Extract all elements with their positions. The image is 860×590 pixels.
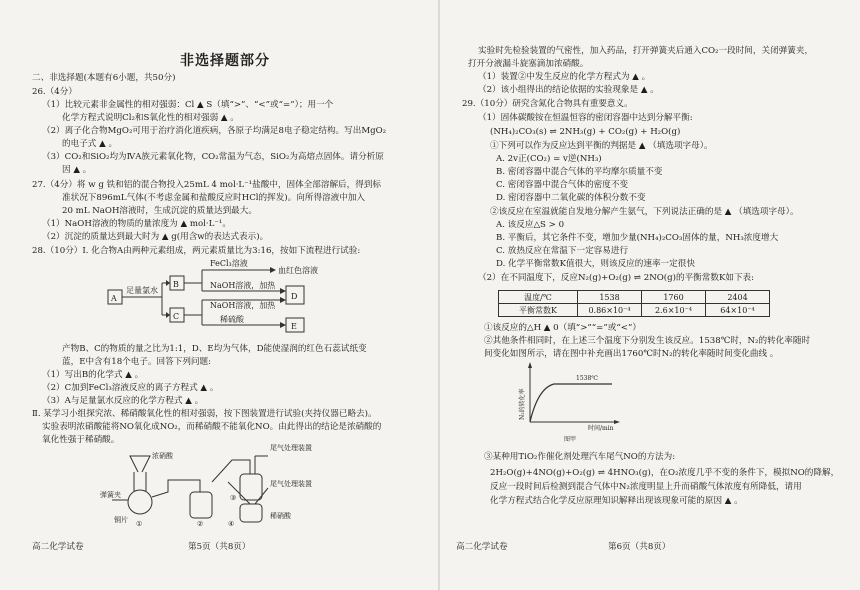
graph-xlabel: 时间/min bbox=[588, 425, 614, 432]
option-d: D. 化学平衡常数K值很大，则该反应的速率一定很快 bbox=[496, 259, 695, 269]
page-5 bbox=[20, 0, 430, 590]
table-row bbox=[499, 291, 770, 304]
text-line: （2）该小组得出的结论依据的实验现象是 ▲ 。 bbox=[478, 85, 659, 95]
footer-page: 第5页（共8页） bbox=[188, 542, 251, 552]
text-line: 化学方程式说明Cl₂和S氧化性的相对强弱 ▲ 。 bbox=[62, 113, 239, 123]
text-line: （1）写出B的化学式 ▲ 。 bbox=[42, 370, 144, 380]
table-cell: 64×10⁻⁴ bbox=[706, 304, 770, 317]
flow-B: B bbox=[173, 280, 179, 289]
text-line: （1）比较元素非金属性的相对强弱：Cl ▲ S（填“>”、“<”或“=”）；用一个 bbox=[42, 100, 334, 110]
option-b: B. 密闭容器中混合气体的平均摩尔质量不变 bbox=[496, 167, 663, 177]
text-line: ③某种用TiO₂作催化剂处理汽车尾气NO的方法为: bbox=[484, 452, 676, 462]
text-line: 20 mL NaOH溶液时，生成沉淀的质量达到最大。 bbox=[62, 206, 257, 216]
flow-A: A bbox=[111, 294, 117, 303]
table-cell: 平衡常数K bbox=[499, 304, 578, 317]
text-line: 蓝，E中含有18个电子。回答下列问题: bbox=[62, 357, 212, 367]
label-dilute-acid: 稀硝酸 bbox=[270, 512, 291, 520]
text-line: （1）装置②中发生反应的化学方程式为 ▲ 。 bbox=[478, 72, 651, 82]
option-b: B. 平衡后，其它条件不变，增加少量(NH₄)₂CO₃固体的量，NH₃浓度增大 bbox=[496, 233, 779, 243]
text-line: 产物B、C的物质的量之比为1:1，D、E均为气体，D能使湿润的红色石蕊试纸变 bbox=[62, 344, 367, 354]
table-row bbox=[499, 304, 770, 317]
text-line: 的电子式 ▲ 。 bbox=[62, 139, 118, 149]
option-c: C. 密闭容器中混合气体的密度不变 bbox=[496, 180, 629, 190]
equation: (NH₄)₂CO₃(s) ⇌ 2NH₃(g) + CO₂(g) + H₂O(g) bbox=[490, 127, 681, 137]
text-line: 打开分液漏斗旋塞滴加浓硝酸。 bbox=[468, 59, 589, 69]
graph-ylabel: N₂的转化率 bbox=[519, 388, 526, 420]
text-line: Ⅱ. 某学习小组探究浓、稀硝酸氧化性的相对强弱，按下图装置进行试验(夹持仪器已略去)。 bbox=[32, 409, 377, 419]
text-line: （1）NaOH溶液的物质的量浓度为 ▲ mol·L⁻¹。 bbox=[42, 219, 231, 229]
footer-left: 高二化学试卷 bbox=[32, 542, 84, 552]
page-title: 非选择题部分 bbox=[180, 53, 270, 69]
text-line: 29.（10分）研究含氮化合物具有重要意义。 bbox=[462, 99, 633, 109]
text-line: （2）C加到FeCl₃溶液反应的离子方程式 ▲ 。 bbox=[42, 383, 219, 393]
text-line: 化学方程式结合化学反应原理知识解释出现该现象可能的原因 ▲ 。 bbox=[490, 496, 743, 506]
text-line: （2）沉淀的质量达到最大时为 ▲ g(用含w的表达式表示)。 bbox=[42, 232, 269, 242]
text-line: 因 ▲ 。 bbox=[62, 165, 92, 175]
label-tail-gas-1: 尾气处理装置 bbox=[270, 444, 312, 452]
flow-C: C bbox=[173, 312, 180, 321]
flow-label-fecl3: FeCl₃溶液 bbox=[210, 259, 248, 268]
table-cell: 2404 bbox=[706, 291, 770, 304]
flow-label-chlorine: 足量氯水 bbox=[126, 286, 158, 295]
text-line: （3）A与足量氯水反应的化学方程式 ▲ 。 bbox=[42, 396, 204, 406]
page-6 bbox=[448, 0, 846, 590]
flow-E: E bbox=[291, 322, 297, 331]
page-gutter bbox=[438, 0, 440, 590]
label-n4: ④ bbox=[228, 520, 235, 527]
label-tail-gas-2: 尾气处理装置 bbox=[270, 480, 312, 488]
graph-caption: 图甲 bbox=[564, 436, 577, 443]
text-line: 实验时先检验装置的气密性，加入药品，打开弹簧夹后通入CO₂一段时间，关闭弹簧夹， bbox=[478, 46, 814, 56]
text-line: （2）在不同温度下，反应N₂(g)+O₂(g) ⇌ 2NO(g)的平衡常数K如下表: bbox=[478, 273, 755, 283]
flow-label-h2so4: 稀硫酸 bbox=[220, 315, 244, 324]
label-spring-clip: 弹簧夹 bbox=[100, 491, 121, 499]
text-line: 氧化性强于稀硝酸。 bbox=[42, 435, 120, 445]
option-a: A. 2v正(CO₂) = v逆(NH₃) bbox=[496, 154, 602, 164]
table-cell: 0.86×10⁻⁴ bbox=[578, 304, 642, 317]
label-n1: ① bbox=[136, 520, 143, 527]
flow-label-red: 血红色溶液 bbox=[278, 266, 318, 275]
flow-D: D bbox=[291, 292, 298, 301]
flow-diagram bbox=[20, 258, 420, 338]
text-line: 准状况下896mL气体(不考虑金属和盐酸反应时HCl的挥发)。向所得溶液中加入 bbox=[62, 193, 366, 203]
table-cell: 1760 bbox=[642, 291, 706, 304]
table-cell: 温度/℃ bbox=[499, 291, 578, 304]
footer-left: 高二化学试卷 bbox=[456, 542, 508, 552]
label-n3: ③ bbox=[230, 494, 237, 502]
text-line: ②该反应在室温就能自发地分解产生氨气，下列说法正确的是 ▲ （填选项字母）。 bbox=[490, 207, 799, 217]
curve-label-1538: 1538℃ bbox=[576, 375, 598, 382]
footer-page: 第6页（共8页） bbox=[608, 542, 671, 552]
text-line: 间变化如图所示，请在图中补充画出1760℃时N₂的转化率随时间变化曲线 。 bbox=[484, 349, 779, 359]
flow-label-naoh2: NaOH溶液，加热 bbox=[210, 301, 276, 310]
equation: 2H₂O(g)+4NO(g)+O₂(g) ⇌ 4HNO₃(g)，在O₂浓度几乎不变的条件下，模拟NO的降解， bbox=[490, 468, 840, 478]
flow-label-naoh1: NaOH溶液，加热 bbox=[210, 281, 276, 290]
text-line: 实验表明浓硝酸能将NO氧化成NO₂，而稀硝酸不能氧化NO。由此得出的结论是浓硝酸的 bbox=[42, 422, 382, 432]
equilibrium-table bbox=[498, 290, 770, 317]
label-n2: ② bbox=[197, 520, 204, 527]
label-copper: 铜片 bbox=[114, 516, 128, 524]
option-a: A. 该反应△S > 0 bbox=[496, 220, 565, 230]
label-conc-acid: 浓硝酸 bbox=[152, 452, 173, 460]
table-cell: 1538 bbox=[578, 291, 642, 304]
text-line: 26.（4分） bbox=[32, 87, 77, 97]
text-line: ②其他条件相同时，在上述三个温度下分别发生该反应。1538℃时，N₂的转化率随时 bbox=[484, 336, 811, 346]
table-cell: 2.6×10⁻⁴ bbox=[642, 304, 706, 317]
text-line: 28.（10分）Ⅰ. 化合物A由两种元素组成，两元素质量比为3:16，按如下流程进行试验: bbox=[32, 246, 361, 256]
apparatus-diagram bbox=[100, 442, 340, 527]
text-line: ①下列可以作为反应达到平衡的判据是 ▲ （填选项字母）。 bbox=[490, 141, 713, 151]
text-line: （3）CO₂和SiO₂均为ⅣA族元素氧化物，CO₂常温为气态，SiO₂为高熔点固体。请分析原 bbox=[42, 152, 384, 162]
option-c: C. 放热反应在常温下一定容易进行 bbox=[496, 246, 629, 256]
text-line: ①该反应的△H ▲ 0（填“>”“=”或“<”） bbox=[484, 323, 641, 333]
text-line: 27.（4分）将 w g 铁和铝的混合物投入25mL 4 mol·L⁻¹盐酸中，固体全部溶解后，得到标 bbox=[32, 180, 382, 190]
text-line: （2）离子化合物MgO₂可用于治疗消化道疾病，各原子均满足8电子稳定结构。写出MgO₂ bbox=[42, 126, 387, 136]
text-line: （1）固体碳酸铵在恒温恒容的密闭容器中达到分解平衡: bbox=[478, 113, 693, 123]
section-heading: 二、非选择题(本题有6小题，共50分) bbox=[32, 73, 176, 83]
option-d: D. 密闭容器中二氧化碳的体积分数不变 bbox=[496, 193, 646, 203]
conversion-graph bbox=[514, 362, 624, 444]
text-line: 反应一段时间后检测到混合气体中N₂浓度明显上升而硝酸气体浓度有所降低，请用 bbox=[490, 482, 802, 492]
